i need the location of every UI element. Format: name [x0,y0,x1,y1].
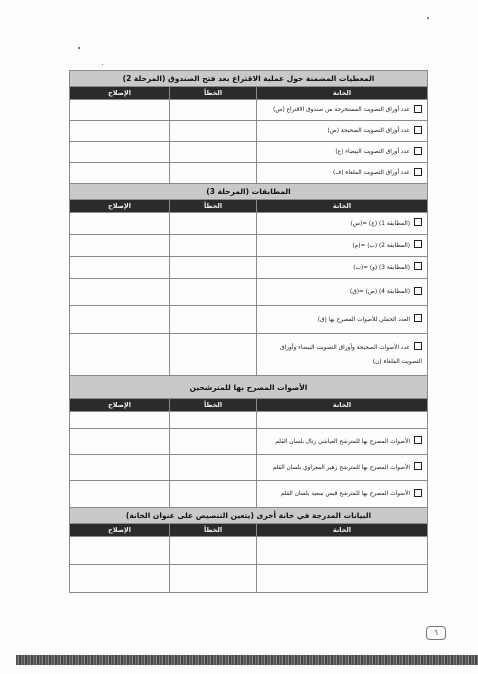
table-row [70,257,428,279]
field-label: عدد أوراق التصويت الملغاة (ف) [333,170,411,176]
field-cell [257,142,428,163]
correction-cell[interactable] [70,142,170,163]
field-label: عدد أوراق التصويت البيضاء (ع) [335,149,411,155]
row-checkbox[interactable] [414,147,422,155]
page-number: ٦ [426,626,446,640]
correction-column-header: الإصلاح [70,524,170,537]
row-checkbox[interactable] [414,436,422,444]
table-row [70,235,428,257]
field-label: الأصوات المصرح بها للمترشح قيس سعيد بلسان القلم [280,491,411,497]
correction-cell[interactable] [70,279,170,306]
table-row [70,455,428,481]
error-cell[interactable] [170,121,257,142]
error-cell[interactable] [170,481,257,508]
table-row [70,163,428,184]
field-cell [257,121,428,142]
table-row [70,121,428,142]
table-row [70,306,428,334]
correction-cell[interactable] [70,334,170,376]
field-cell [257,306,428,334]
correction-cell[interactable] [70,235,170,257]
field-label: (المطابقة 3) (و) =(ب) [353,264,411,271]
error-cell[interactable] [170,306,257,334]
section-title: المعطيات المضمنة حول عملية الاقتراع بعد فتح الصندوق (المرحلة 2) [70,71,428,87]
error-column-header: الخطأ [170,524,257,537]
error-cell[interactable] [170,142,257,163]
field-label: عدد الأصوات الصحيحة وأوراق التصويت البيضاء وأوراق التصويت الملغاة (ن) [280,344,423,365]
table-row [70,142,428,163]
section-title-row [70,376,428,399]
row-checkbox[interactable] [414,287,422,295]
section-title-row [70,184,428,200]
row-checkbox[interactable] [414,489,422,497]
field-cell [257,213,428,235]
field-cell [257,257,428,279]
error-cell[interactable] [170,537,257,565]
section-title: الأصوات المصرح بها للمترشحين [70,376,428,399]
correction-cell[interactable] [70,121,170,142]
scan-speck [427,17,429,19]
field-label: عدد أوراق التصويت المستخرجة من صندوق الاقتراع (س) [273,107,411,113]
correction-cell[interactable] [70,537,170,565]
table-row [70,334,428,376]
field-cell [257,279,428,306]
error-cell[interactable] [170,455,257,481]
field-column-header: الخانة [257,524,428,537]
error-cell[interactable] [170,257,257,279]
row-checkbox[interactable] [414,126,422,134]
correction-cell[interactable] [70,481,170,508]
table-row [70,412,428,429]
field-cell [257,100,428,121]
field-cell [257,429,428,455]
table-row [70,100,428,121]
error-cell[interactable] [170,100,257,121]
field-cell [257,235,428,257]
correction-column-header: الإصلاح [70,200,170,213]
correction-cell[interactable] [70,100,170,121]
column-header-row [70,399,428,412]
table-row [70,213,428,235]
error-cell[interactable] [170,279,257,306]
correction-cell[interactable] [70,257,170,279]
field-cell[interactable] [257,565,428,593]
row-checkbox[interactable] [414,218,422,226]
field-cell [257,481,428,508]
table-row [70,537,428,565]
section-title: المطابقات (المرحلة 3) [70,184,428,200]
table-row [70,429,428,455]
table-row [70,565,428,593]
correction-column-header: الإصلاح [70,87,170,100]
field-label: الأصوات المصرح بها للمترشح العياشي زنال بلسان القلم [275,438,411,445]
field-cell[interactable] [257,537,428,565]
error-column-header: الخطأ [170,87,257,100]
field-cell [257,334,428,376]
correction-cell[interactable] [70,163,170,184]
row-checkbox[interactable] [414,462,422,470]
correction-column-header: الإصلاح [70,399,170,412]
error-cell[interactable] [170,429,257,455]
field-label: (المطابقة 2) (ب) =(م) [352,242,411,249]
row-checkbox[interactable] [414,262,422,270]
field-cell [257,163,428,184]
row-checkbox[interactable] [414,240,422,248]
correction-cell[interactable] [70,412,170,429]
field-label: العدد الجملي للأصوات المصرح بها (ق) [317,316,411,323]
field-column-header: الخانة [257,87,428,100]
error-cell[interactable] [170,412,257,429]
column-header-row [70,200,428,213]
verification-form-table [69,70,428,593]
error-cell[interactable] [170,213,257,235]
correction-cell[interactable] [70,429,170,455]
row-checkbox[interactable] [414,168,422,176]
column-header-row [70,524,428,537]
field-cell [257,412,428,429]
error-cell[interactable] [170,163,257,184]
table-row [70,279,428,306]
error-cell[interactable] [170,334,257,376]
scan-speck [102,64,103,65]
section-title: البيانات المدرجة في خانة أخرى (يتعين التنصيص على عنوان الخانة) [70,508,428,524]
field-label: (المطابقة 4) (ص) =(ق) [349,289,411,295]
error-column-header: الخطأ [170,399,257,412]
section-title-row [70,71,428,87]
scan-edge-strip [16,655,478,665]
table-row [70,481,428,508]
error-column-header: الخطأ [170,200,257,213]
field-label: (المطابقة 1) (ج) =(س) [350,220,411,227]
field-cell [257,455,428,481]
row-checkbox[interactable] [414,314,422,322]
field-label: عدد أوراق التصويت الصحيحة (ص) [327,128,411,134]
error-cell[interactable] [170,235,257,257]
correction-cell[interactable] [70,565,170,593]
section-title-row [70,508,428,524]
scan-speck [78,47,80,49]
correction-cell[interactable] [70,213,170,235]
correction-cell[interactable] [70,306,170,334]
field-column-header: الخانة [257,399,428,412]
column-header-row [70,87,428,100]
row-checkbox[interactable] [414,342,422,350]
correction-cell[interactable] [70,455,170,481]
field-label: الأصوات المصرح بها للمترشح زهير المغزاوي بلسان القلم [272,464,411,471]
error-cell[interactable] [170,565,257,593]
field-column-header: الخانة [257,200,428,213]
row-checkbox[interactable] [414,105,422,113]
